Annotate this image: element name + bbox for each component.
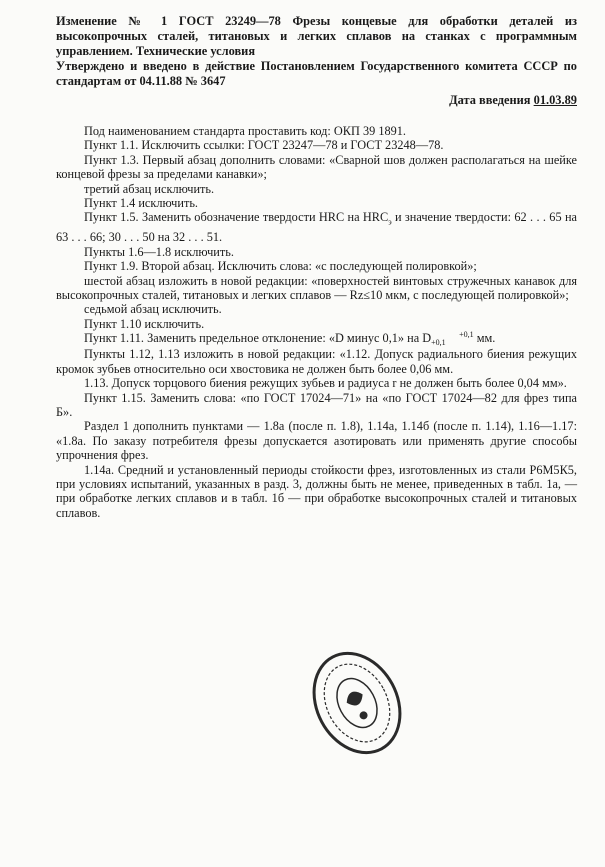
- document-header: [56, 14, 577, 89]
- paragraph-1-6-1-8: Пункты 1.6—1.8 исключить.: [84, 244, 234, 259]
- paragraph-1-1: Пункт 1.1. Исключить ссылки: ГОСТ 23247—78 и ГОСТ 23248—78.: [84, 138, 444, 153]
- approval-statement: Утверждено и введено в действие Постановлением Государственного комитета СССР по стандартам от 04.11.88 № 3647: [56, 59, 577, 88]
- paragraph-1-9: Пункт 1.9. Второй абзац. Исключить слова: «с последующей полировкой»;: [84, 259, 477, 274]
- effective-date: [56, 93, 577, 108]
- paragraph-1-3: Пункт 1.3. Первый абзац дополнить словами: «Сварной шов должен располагаться на шейке концевой фрезы за пределами канавки»;: [56, 152, 577, 182]
- paragraph-1-15: Пункт 1.15. Заменить слова: «по ГОСТ 17024—71» на «по ГОСТ 17024—82 для фрез типа Б».: [56, 390, 577, 419]
- amendment-title: Изменение № 1 ГОСТ 23249—78 Фрезы концевые для обработки деталей из высокопрочных сталей, титановых и легких сплавов на станках с программным управлением. Технические условия: [56, 14, 577, 58]
- paragraph-1-5: Пункт 1.5. Заменить обозначение твердости HRC на $HRC_э$ и значение твердости: 62 . . . 65 на 63 . . . 66; 30 . . . 50 на 32 . . . 51.: [56, 210, 577, 245]
- paragraph-1-11: Пункт 1.11. Заменить предельное отклонение: «D минус 0,1» на D +0,1 +0,1 мм.: [84, 330, 496, 348]
- paragraph-1-10: Пункт 1.10 исключить.: [84, 316, 205, 331]
- paragraph-1-9-seventh: седьмой абзац исключить.: [84, 302, 222, 317]
- paragraph-section-1: Раздел 1 дополнить пунктами — 1.8а (после п. 1.8), 1.14а, 1.14б (после п. 1.14), 1.16—1.17: «1.8а. По заказу потребителя фрезы допускается азотировать или применять другие способы упрочнения фрез.: [56, 419, 577, 463]
- date-value: 01.03.89: [533, 93, 577, 107]
- paragraph-1-3-third: третий абзац исключить.: [84, 181, 215, 196]
- paragraph-1-9-sixth: шестой абзац изложить в новой редакции: «поверхностей винтовых стружечных канавок для высокопрочных сталей, титановых и легких сплавов — Rz≤10 мкм, с последующей полировкой»;: [56, 273, 577, 302]
- paragraph-1-14a: 1.14а. Средний и установленный периоды стойкости фрез, изготовленных из стали Р6М5К5, при условиях испытаний, указанных в разд. 3, должны быть не менее, приведенных в табл. 1а, — при обработке легких сплавов и в табл. 1б — при обработке высокопрочных сталей и титановых сплавов.: [56, 462, 577, 520]
- paragraph-1-12: Пункты 1.12, 1.13 изложить в новой редакции: «1.12. Допуск радиального биения режущих кромок зубьев относительно оси хвостовика не должен быть более 0,06 мм.: [56, 347, 577, 376]
- paragraph-1-4: Пункт 1.4 исключить.: [84, 196, 199, 211]
- amendment-body: [56, 124, 577, 520]
- publisher-stamp: [308, 643, 406, 763]
- date-label: Дата введения: [449, 93, 531, 107]
- paragraph-1-13: 1.13. Допуск торцового биения режущих зубьев и радиуса r не должен быть более 0,04 мм».: [84, 376, 567, 391]
- paragraph-okp: Под наименованием стандарта проставить код: ОКП 39 1891.: [84, 124, 406, 138]
